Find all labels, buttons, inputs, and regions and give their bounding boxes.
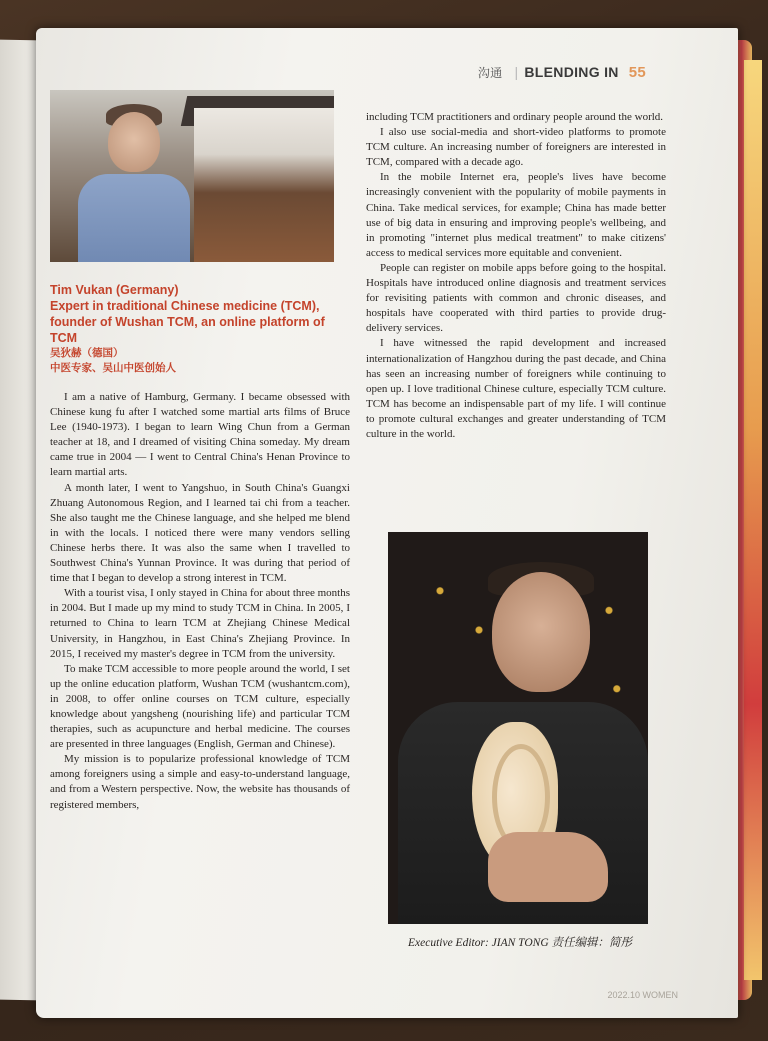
article-column-right — [366, 110, 666, 442]
executive-editor: Executive Editor: JIAN TONG 责任编辑：简彤 — [408, 937, 633, 949]
caption-title-cn: 中医专家、吴山中医创始人 — [50, 362, 176, 374]
article-column-left — [50, 390, 350, 813]
photo-person-head — [492, 572, 590, 692]
magazine-page — [36, 28, 738, 1018]
footer-mark: 2022.10 WOMEN — [607, 990, 678, 1000]
photo-person-head — [108, 112, 160, 172]
caption — [50, 282, 350, 376]
magazine-edge-strip — [744, 60, 762, 980]
photo-person-body — [78, 174, 190, 262]
caption-name-cn: 吴狄赫（德国） — [50, 347, 124, 359]
running-head — [478, 64, 646, 81]
photo-building — [194, 108, 334, 262]
page-number: 55 — [628, 64, 646, 81]
paragraph: I have witnessed the rapid development and increased internationalization of Hangzhou during the past decade, and China has seen an increasing number of foreigners while continuing to open up. I love traditional Chinese culture, especially TCM culture. TCM has become an indispensable part of my life. I will continue to promote cultural exchanges and greater understanding of TCM culture in the world. — [366, 337, 666, 440]
caption-title: Expert in traditional Chinese medicine (TCM), founder of Wushan TCM, an online platform of TCM — [50, 299, 325, 345]
paragraph: A month later, I went to Yangshuo, in South China's Guangxi Zhuang Autonomous Region, and I learned tai chi from a teacher. She also taught me the Chinese language, and she helped me blend in with the locals. I noticed there were many vendors selling Chinese herbs there. It was also the same when I travelled to Southwest China's Yunnan Province. It was during that period of time that I began to develop a strong interest in TCM. — [50, 481, 350, 585]
caption-name: Tim Vukan (Germany) — [50, 283, 179, 297]
left-page-edge — [0, 40, 40, 1001]
paragraph: With a tourist visa, I only stayed in China for about three months in 2004. But I made up my mind to study TCM in China. In 2005, I returned to China to learn TCM at Zhejiang Chinese Medical University, in Hangzhou, in East China's Zhejiang Province. In 2015, I received my master's degree in TCM from the university. — [50, 587, 350, 660]
paragraph: People can register on mobile apps before going to the hospital. Hospitals have introduced online diagnosis and treatment services for revisiting patients with common and chronic diseases, and hospitals have cooperated with third parties to provide drug-delivery services. — [366, 261, 666, 335]
paragraph: including TCM practitioners and ordinary people around the world. — [366, 111, 664, 123]
portrait-photo — [50, 90, 334, 262]
paragraph: I am a native of Hamburg, Germany. I became obsessed with Chinese kung fu after I watched some martial arts films of Bruce Lee (1940-1973). I began to learn Wing Chun from a German teacher at 18, and I dreamed of visiting China someday. My dream came true in 2004 — I went to Central China's Henan Province to learn martial arts. — [50, 391, 350, 479]
section-title: BLENDING IN — [524, 64, 619, 80]
paragraph: In the mobile Internet era, people's lives have become increasingly convenient with the popularity of mobile payments in China. Take medical services, for example; China has made better use of big data in ensuring and improving people's wellbeing, and in promoting "internet plus medical treatment" to make citizens' access to medical services more equitable and convenient. — [366, 171, 666, 259]
paragraph: My mission is to popularize professional knowledge of TCM among foreigners using a simple and easy-to-understand language, and from a Western perspective. Now, the website has thousands of registered members, — [50, 753, 350, 811]
section-cn: 沟通 — [477, 66, 503, 80]
section-separator: | — [514, 64, 519, 80]
paragraph: I also use social-media and short-video platforms to promote TCM culture. An increasing number of foreigners are interested in TCM, compared with a decade ago. — [366, 126, 666, 169]
acupuncture-ear-photo — [388, 532, 648, 924]
paragraph: To make TCM accessible to more people around the world, I set up the online education platform, Wushan TCM (wushantcm.com), in 2008, to offer online courses on TCM culture, especially knowledge about yangsheng (nourishing life) and particular TCM therapies, such as acupuncture and herbal medicine. The courses are presented in three languages (English, German and Chinese). — [50, 662, 350, 751]
photo-hand — [488, 832, 608, 902]
